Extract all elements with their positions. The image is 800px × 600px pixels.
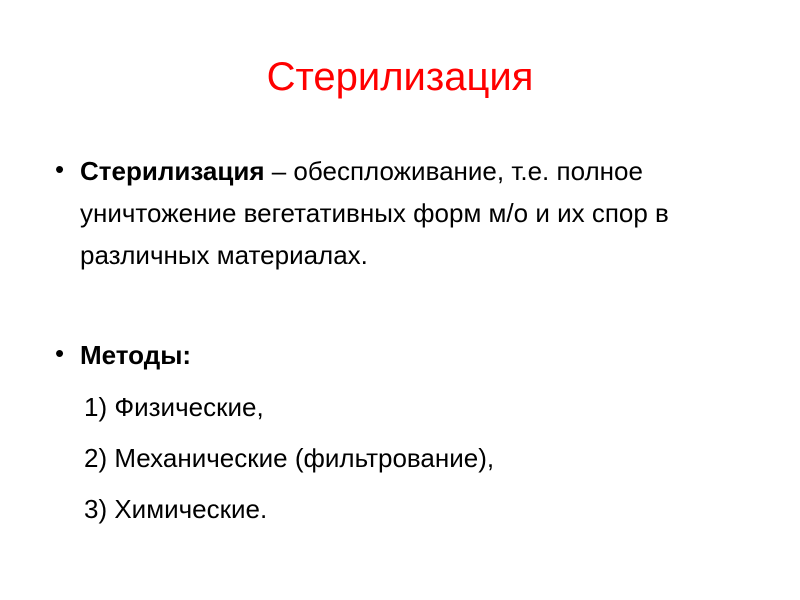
method-item: 2) Механические (фильтрование), xyxy=(84,443,495,473)
methods-heading: Методы: xyxy=(80,340,192,370)
method-item: 1) Физические, xyxy=(84,392,264,422)
bullet-dot: • xyxy=(55,154,65,184)
slide-title: Стерилизация xyxy=(266,55,534,99)
definition-text: – обеспложивание, т.е. полное уничтожение вегетативных форм м/о и их спор в различных материалах. xyxy=(80,156,669,270)
method-item: 3) Химические. xyxy=(84,494,268,524)
definition-term: Стерилизация xyxy=(80,156,265,186)
bullet-dot: • xyxy=(55,338,65,368)
definition-paragraph xyxy=(80,150,720,276)
